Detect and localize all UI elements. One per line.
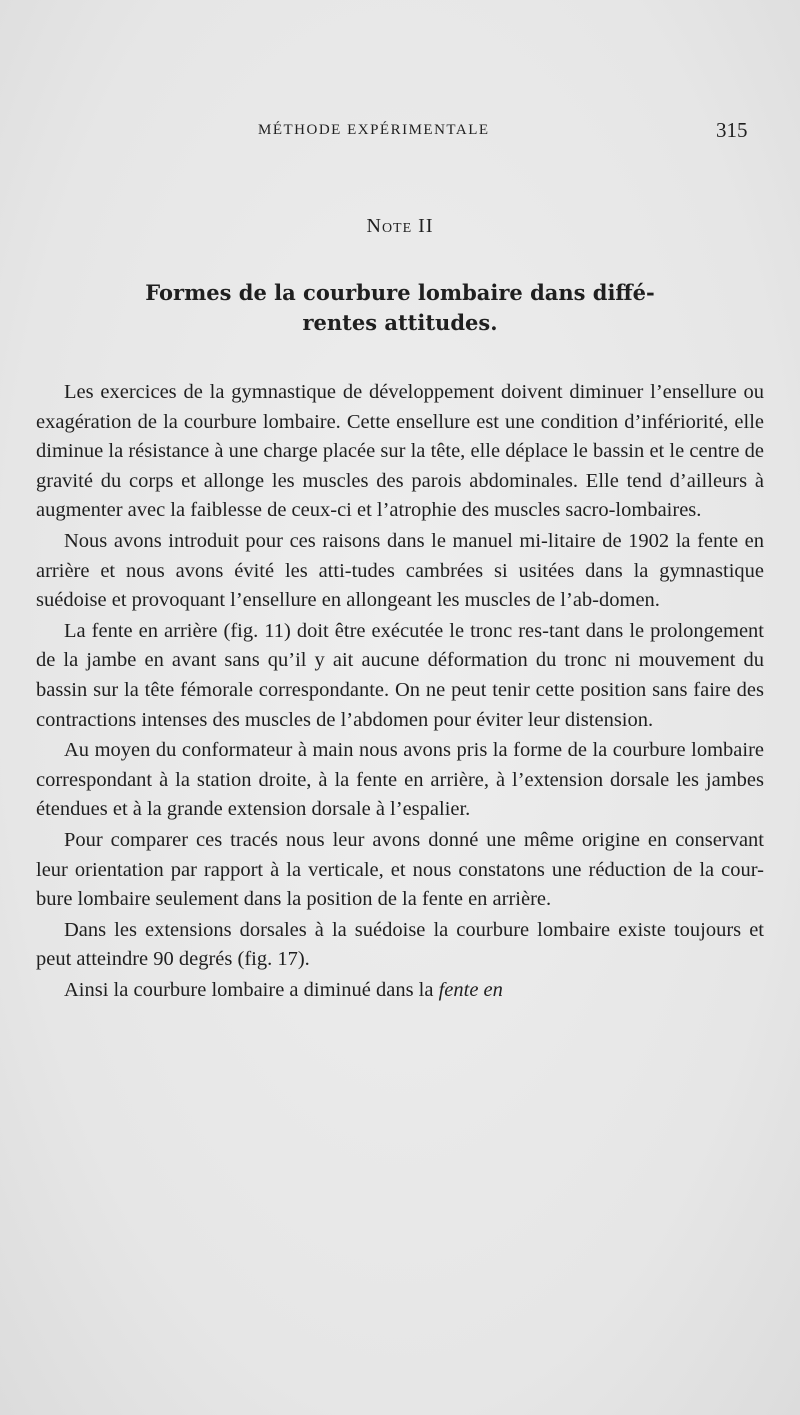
paragraph: Pour comparer ces tracés nous leur avons donné une même origine en conservant leur orientation par rapport à la verticale, et nous constatons une réduction de la cour-bure lombaire seulement dans la position de la fente en arrière. bbox=[36, 828, 764, 911]
page-number: 315 bbox=[716, 118, 748, 142]
paragraph-last bbox=[36, 976, 764, 1006]
paragraph-last-text: Ainsi la courbure lombaire a diminué dans la bbox=[64, 978, 439, 1001]
paragraph: Au moyen du conformateur à main nous avons pris la forme de la courbure lombaire correspondant à la station droite, à la fente en arrière, à l’extension dorsale les jambes étendues et à la grande extension dorsale à l’espalier. bbox=[36, 739, 764, 821]
running-head bbox=[0, 118, 800, 146]
running-title: MÉTHODE EXPÉRIMENTALE bbox=[258, 122, 490, 138]
section-title: Formes de la courbure lombaire dans diffé- rentes attitudes. bbox=[145, 280, 655, 335]
paragraph: Dans les extensions dorsales à la suédoise la courbure lombaire existe toujours et peut atteindre 90 degrés (fig. 17). bbox=[36, 918, 764, 971]
note-label: Note II bbox=[366, 215, 434, 237]
paragraph: La fente en arrière (fig. 11) doit être exécutée le tronc res-tant dans le prolongement de la jambe en avant sans qu’il y ait aucune déformation du tronc ni mouvement du bassin sur la tête fémorale correspondante. On ne peut tenir cette position sans faire des contractions intenses des muscles de l’abdomen pour éviter leur distension. bbox=[36, 619, 764, 731]
paragraph: Nous avons introduit pour ces raisons dans le manuel mi-litaire de 1902 la fente en arrière et nous avons évité les atti-tudes cambrées si usitées dans la gymnastique suédoise et provoquant l’ensellure en allongeant les muscles de l’ab-domen. bbox=[36, 529, 764, 612]
paragraph: Les exercices de la gymnastique de développement doivent diminuer l’ensellure ou exagération de la courbure lombaire. Cette ensellure est une condition d’infériorité, elle diminue la résistance à une charge placée sur la tête, elle déplace le bassin et le centre de gravité du corps et allonge les muscles des parois abdominales. Elle tend d’ailleurs à augmenter avec la faiblesse de ceux-ci et l’atrophie des muscles sacro-lombaires. bbox=[36, 381, 764, 522]
paragraph-last-italic: fente en bbox=[438, 978, 503, 1001]
body-text bbox=[36, 378, 764, 1005]
